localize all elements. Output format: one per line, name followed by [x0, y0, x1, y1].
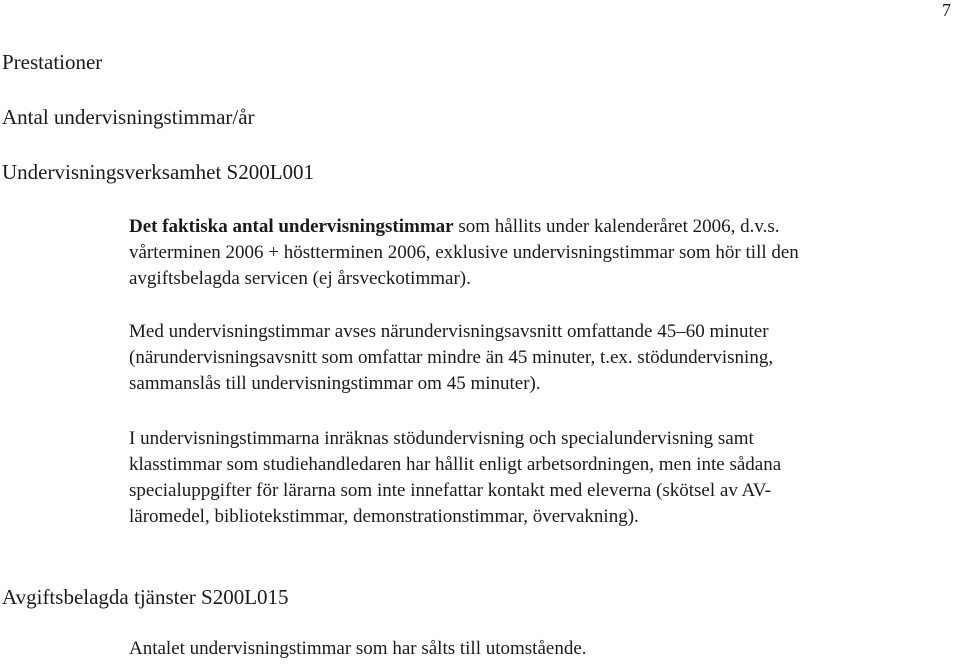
paragraph-lesson-length-line2: (närundervisningsavsnitt som omfattar mindre än 45 minuter, t.ex. stödundervisning, [129, 347, 774, 368]
paragraph-definition [129, 214, 799, 292]
paragraph-included-hours [129, 426, 781, 530]
paragraph-lesson-length-line3: sammanslås till undervisningstimmar om 45 minuter). [129, 373, 541, 394]
definition-bold-term: Det faktiska antal undervisningstimmar [129, 216, 454, 237]
paragraph-lesson-length-line1: Med undervisningstimmar avses närundervisningsavsnitt omfattande 45–60 minuter [129, 321, 769, 342]
definition-line1-rest: som hållits under kalenderåret 2006, d.v.s. [453, 216, 780, 237]
heading-antal-undervisningstimmar: Antal undervisningstimmar/år [2, 105, 255, 129]
paragraph-lesson-length [129, 319, 773, 397]
paragraph-included-hours-line1: I undervisningstimmarna inräknas stödundervisning och specialundervisning samt [129, 428, 754, 449]
paragraph-included-hours-line3: specialuppgifter för lärarna som inte innefattar kontakt med eleverna (skötsel av AV- [129, 480, 772, 501]
paragraph-sold-hours [129, 636, 587, 662]
paragraph-sold-hours-line1: Antalet undervisningstimmar som har sålts till utomstående. [129, 638, 587, 659]
paragraph-definition-line1 [129, 214, 799, 240]
paragraph-definition-line3: avgiftsbelagda servicen (ej årsveckotimmar). [129, 268, 471, 289]
paragraph-included-hours-line2: klasstimmar som studiehandledaren har hållit enligt arbetsordningen, men inte sådana [129, 454, 782, 475]
page-number: 7 [942, 0, 951, 20]
paragraph-definition-line2: vårterminen 2006 + höstterminen 2006, exklusive undervisningstimmar som hör till den [129, 242, 799, 263]
heading-avgiftsbelagda-tjanster: Avgiftsbelagda tjänster S200L015 [2, 585, 289, 609]
heading-undervisningsverksamhet: Undervisningsverksamhet S200L001 [2, 160, 315, 184]
paragraph-included-hours-line4: läromedel, bibliotekstimmar, demonstrationstimmar, övervakning). [129, 506, 639, 527]
heading-prestationer: Prestationer [2, 50, 103, 74]
